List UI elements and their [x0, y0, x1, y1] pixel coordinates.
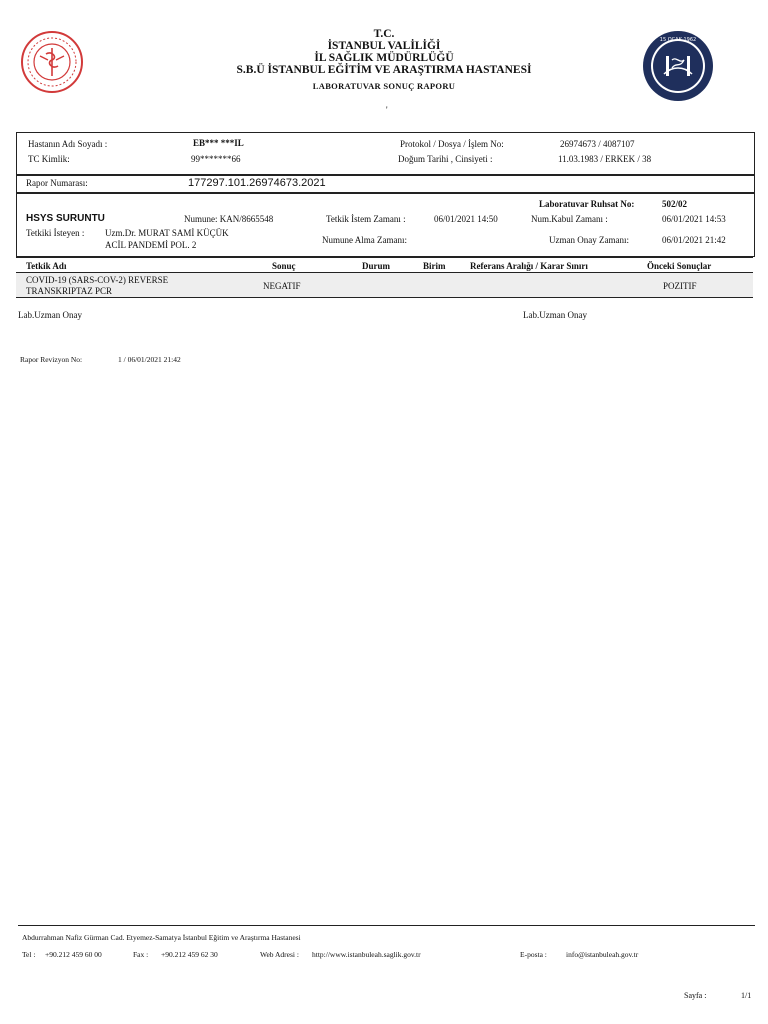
patient-name-value: EB*** ***IL	[193, 138, 244, 148]
col-header-previous: Önceki Sonuçlar	[647, 261, 712, 271]
header-valilik: İSTANBUL VALİLİĞİ	[327, 40, 441, 52]
footer-web-label: Web Adresi :	[260, 950, 299, 959]
tc-value: 99*******66	[191, 154, 241, 164]
test-name-line2: TRANSKRIPTAZ PCR	[26, 286, 113, 296]
sample-time-label: Numune Alma Zamanı:	[322, 235, 407, 245]
revision-label: Rapor Revizyon No:	[20, 355, 83, 364]
accept-time-value: 06/01/2021 14:53	[662, 214, 726, 224]
header-hospital: S.B.Ü İSTANBUL EĞİTİM VE ARAŞTIRMA HASTANESİ	[236, 64, 532, 76]
col-header-result: Sonuç	[272, 261, 296, 271]
header-mudurluk: İL SAĞLIK MÜDÜRLÜĞÜ	[314, 52, 454, 64]
license-value: 502/02	[662, 199, 688, 209]
patient-name-label: Hastanın Adı Soyadı :	[28, 139, 108, 149]
request-time-label: Tetkik İstem Zamanı :	[326, 214, 406, 224]
birth-label: Doğum Tarihi , Cinsiyeti :	[398, 154, 493, 164]
table-bottom-rule	[16, 297, 753, 298]
accept-time-label: Num.Kabul Zamanı :	[531, 214, 608, 224]
page-label: Sayfa :	[684, 991, 707, 1000]
test-previous-result: POZITIF	[663, 281, 697, 291]
approve-time-label: Uzman Onay Zamanı:	[549, 235, 629, 245]
report-number-label: Rapor Numarası:	[26, 178, 88, 188]
footer-rule	[18, 925, 755, 926]
col-header-reference: Referans Aralığı / Karar Sınırı	[470, 261, 588, 271]
table-header-top-rule	[16, 257, 753, 258]
report-number-value: 177297.101.26974673.2021	[188, 177, 326, 189]
test-name-line1: COVID-19 (SARS-COV-2) REVERSE	[26, 275, 169, 285]
birth-value: 11.03.1983 / ERKEK / 38	[558, 154, 652, 164]
signature-left: Lab.Uzman Onay	[18, 310, 82, 320]
footer-email-link[interactable]: info@istanbuleah.gov.tr	[566, 950, 639, 959]
revision-value: 1 / 06/01/2021 21:42	[118, 355, 181, 364]
col-header-unit: Birim	[423, 261, 446, 271]
approve-time-value: 06/01/2021 21:42	[662, 235, 726, 245]
header-tc: T.C.	[373, 28, 395, 40]
requester-line1: Uzm.Dr. MURAT SAMİ KÜÇÜK	[105, 228, 229, 238]
protocol-label: Protokol / Dosya / İşlem No:	[400, 139, 504, 149]
footer-email-label: E-posta :	[520, 950, 547, 959]
report-number-box	[16, 174, 755, 193]
license-label: Laboratuvar Ruhsat No:	[539, 199, 635, 209]
test-result: NEGATIF	[263, 281, 301, 291]
report-title: LABORATUVAR SONUÇ RAPORU	[312, 81, 456, 91]
col-header-status: Durum	[362, 261, 391, 271]
signature-right: Lab.Uzman Onay	[523, 310, 587, 320]
protocol-value: 26974673 / 4087107	[560, 139, 635, 149]
header-mark: '	[386, 105, 388, 115]
footer-web-link[interactable]: http://www.istanbuleah.saglik.gov.tr	[312, 950, 421, 959]
footer-tel-label: Tel :	[22, 950, 36, 959]
footer-fax-label: Fax :	[133, 950, 149, 959]
requester-line2: ACİL PANDEMİ POL. 2	[105, 240, 197, 250]
requester-label: Tetkiki İsteyen :	[26, 228, 85, 238]
svg-text:15 OCAK 1962: 15 OCAK 1962	[659, 37, 697, 43]
footer-fax-value: +90.212 459 62 30	[161, 950, 218, 959]
sample-type: HSYS SURUNTU	[26, 213, 105, 224]
col-header-test: Tetkik Adı	[26, 261, 67, 271]
footer-tel-value: +90.212 459 60 00	[45, 950, 102, 959]
sample-no: Numune: KAN/8665548	[184, 214, 274, 224]
page-number: 1/1	[741, 991, 752, 1000]
tc-label: TC Kimlik:	[28, 154, 70, 164]
request-time-value: 06/01/2021 14:50	[434, 214, 498, 224]
footer-address: Abdurrahman Nafiz Gürman Cad. Etyemez-Samatya İstanbul Eğitim ve Araştırma Hastanesi	[22, 933, 301, 942]
